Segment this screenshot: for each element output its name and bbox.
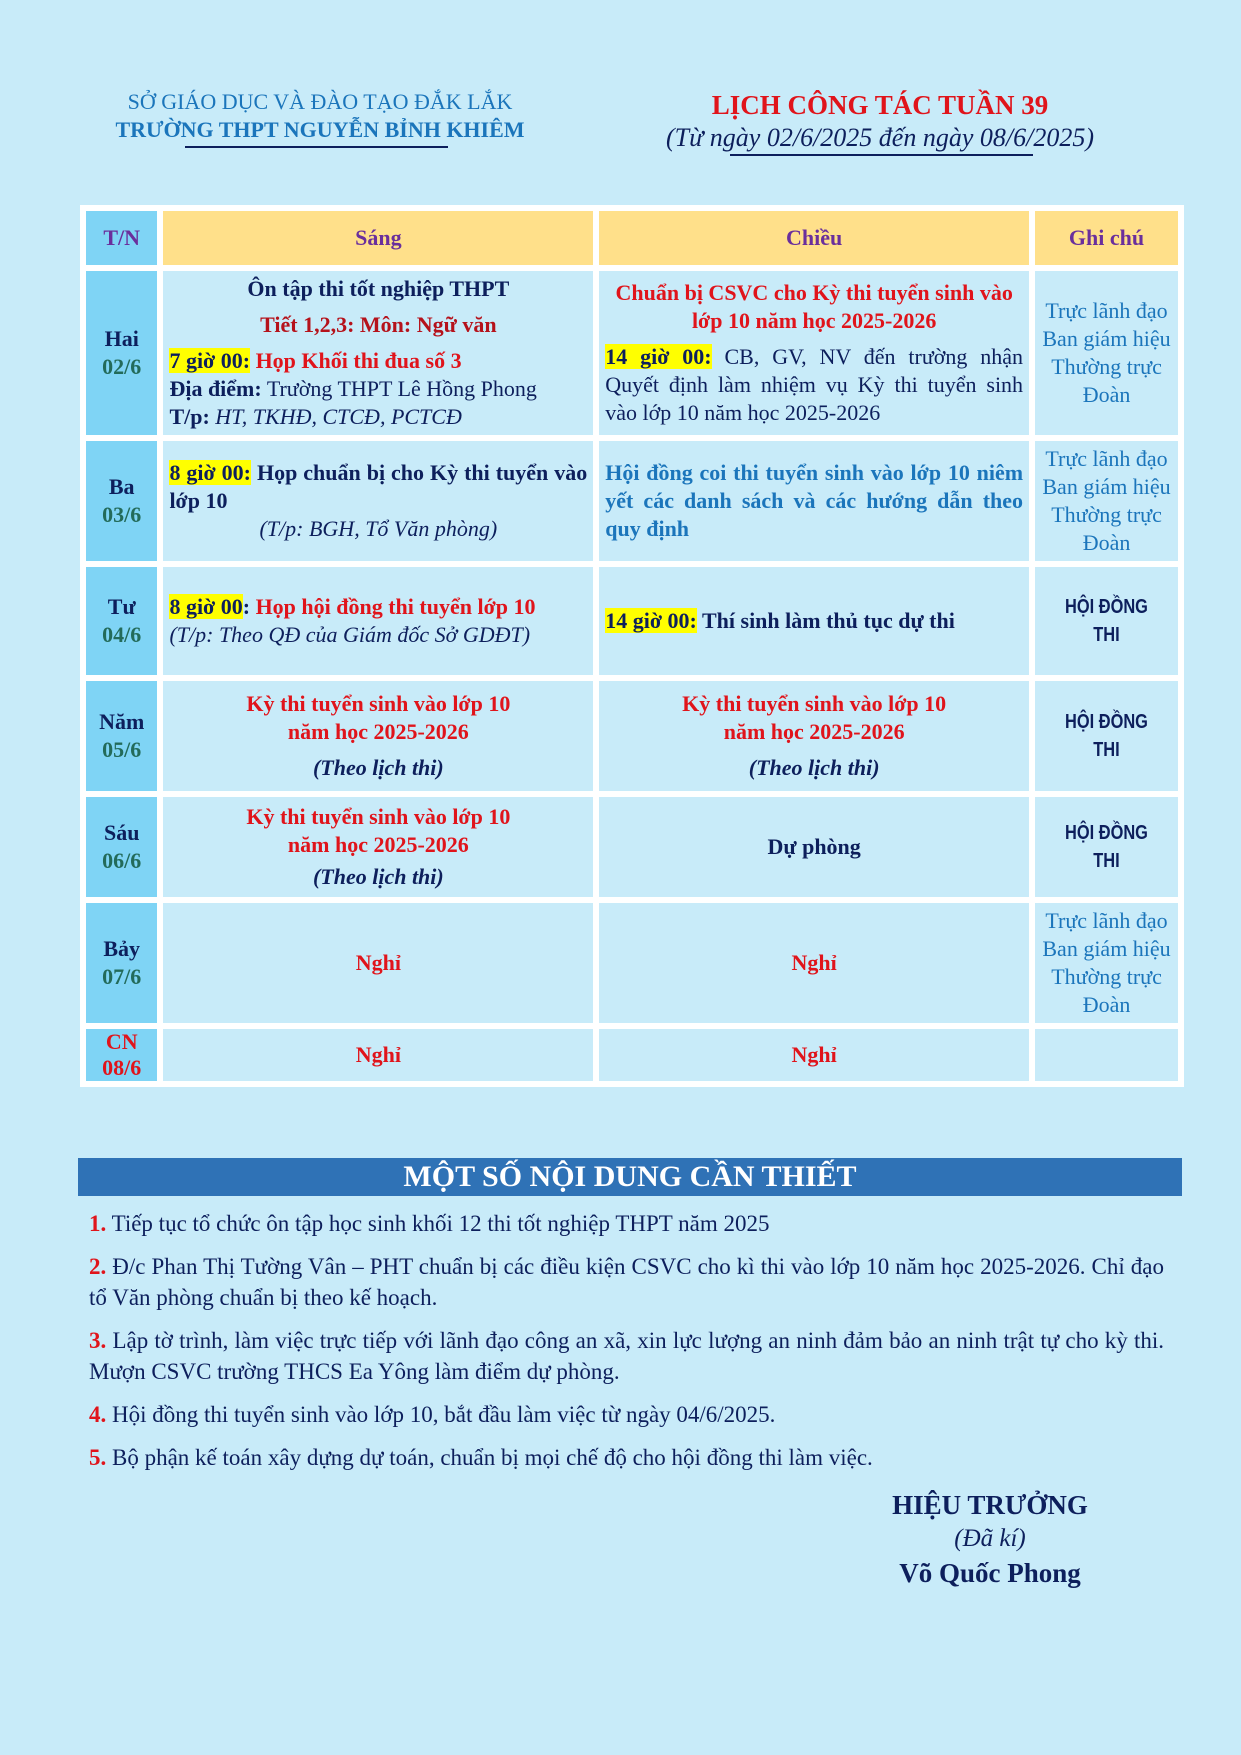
participants-text: (T/p: Theo QĐ của Giám đốc Sở GDĐT) bbox=[169, 622, 531, 647]
section-banner: MỘT SỐ NỘI DUNG CẦN THIẾT bbox=[78, 1158, 1182, 1196]
note-text: HỘI ĐỒNG THI bbox=[1065, 711, 1148, 761]
afternoon-line: Chuẩn bị CSVC cho Kỳ thi tuyển sinh vào lớp 10 năm học 2025-2026 bbox=[615, 280, 1013, 333]
day-date: 04/6 bbox=[102, 622, 142, 647]
notes-list bbox=[89, 1208, 1164, 1485]
signer-name: Võ Quốc Phong bbox=[899, 1558, 1081, 1588]
time-highlight: 14 giờ 00: bbox=[605, 608, 697, 633]
note-line: Thường trực Đoàn bbox=[1051, 354, 1162, 407]
day-date: 06/6 bbox=[102, 848, 142, 873]
participants-label: T/p: bbox=[169, 404, 210, 429]
item-text: Đ/c Phan Thị Tường Vân – PHT chuẩn bị các điều kiện CSVC cho kì thi vào lớp 10 năm học 2025-2026. Chỉ đạo tổ Văn phòng chuẩn bị theo kế hoạch. bbox=[89, 1254, 1164, 1310]
item-number: 3. bbox=[89, 1328, 107, 1353]
time-highlight: 14 giờ 00: bbox=[605, 344, 712, 369]
day-name: Ba bbox=[108, 474, 135, 499]
participants-text: (T/p: BGH, Tổ Văn phòng) bbox=[259, 516, 498, 541]
morning-event bbox=[169, 347, 587, 375]
signature-block bbox=[830, 1488, 1150, 1590]
participants-text: HT, TKHĐ, CTCĐ, PCTCĐ bbox=[215, 404, 462, 429]
afternoon-cell bbox=[599, 567, 1029, 675]
list-item bbox=[89, 1325, 1164, 1387]
morning-line: Kỳ thi tuyển sinh vào lớp 10 bbox=[246, 691, 511, 716]
title-block bbox=[590, 88, 1170, 154]
note-line: Ban giám hiệu bbox=[1042, 936, 1171, 961]
list-item bbox=[89, 1442, 1164, 1473]
time-highlight: 8 giờ 00: bbox=[169, 460, 251, 485]
issuer-block bbox=[80, 88, 560, 144]
schedule-table bbox=[80, 205, 1184, 1087]
note-text: HỘI ĐỒNG THI bbox=[1065, 822, 1148, 872]
col-header-day: T/N bbox=[86, 211, 157, 265]
day-date: 08/6 bbox=[102, 1055, 142, 1080]
table-row-wednesday bbox=[86, 567, 1178, 675]
morning-event bbox=[169, 593, 587, 621]
afternoon-cell: Dự phòng bbox=[599, 797, 1029, 897]
event-text: Họp hội đồng thi tuyển lớp 10 bbox=[255, 594, 536, 619]
school-underline bbox=[185, 146, 448, 148]
day-cell bbox=[86, 1029, 157, 1081]
note-line: Ban giám hiệu bbox=[1042, 474, 1171, 499]
list-item bbox=[89, 1208, 1164, 1239]
afternoon-event bbox=[605, 343, 1023, 427]
day-date: 07/6 bbox=[102, 964, 142, 989]
note-cell bbox=[1035, 1029, 1178, 1081]
note-line: Trực lãnh đạo bbox=[1045, 298, 1168, 323]
morning-line: năm học 2025-2026 bbox=[287, 832, 469, 857]
note-text: HỘI ĐỒNG THI bbox=[1065, 596, 1148, 646]
day-cell bbox=[86, 441, 157, 561]
morning-line: năm học 2025-2026 bbox=[287, 719, 469, 744]
signed-mark: (Đã kí) bbox=[954, 1525, 1026, 1552]
morning-event bbox=[169, 459, 587, 515]
event-text: Họp Khối thi đua số 3 bbox=[255, 348, 462, 373]
date-underline bbox=[730, 154, 1033, 156]
table-row-saturday bbox=[86, 903, 1178, 1023]
afternoon-cell bbox=[599, 681, 1029, 791]
afternoon-cell: Nghỉ bbox=[599, 903, 1029, 1023]
item-text: Lập tờ trình, làm việc trực tiếp với lãnh đạo công an xã, xin lực lượng an ninh đảm bảo an ninh trật tự cho kỳ thi. Mượn CSVC trường THCS Ea Yông làm điểm dự phòng. bbox=[89, 1328, 1165, 1384]
note-cell bbox=[1035, 681, 1178, 791]
list-item bbox=[89, 1251, 1164, 1313]
item-number: 4. bbox=[89, 1402, 107, 1427]
note-cell bbox=[1035, 903, 1178, 1023]
note-cell bbox=[1035, 797, 1178, 897]
morning-cell bbox=[163, 441, 593, 561]
location-label: Địa điểm: bbox=[169, 376, 262, 401]
note-cell bbox=[1035, 567, 1178, 675]
event-text: Thí sinh làm thủ tục dự thi bbox=[701, 608, 955, 633]
table-row-thursday bbox=[86, 681, 1178, 791]
afternoon-event bbox=[605, 607, 1023, 635]
table-row-sunday bbox=[86, 1029, 1178, 1081]
afternoon-event: Hội đồng coi thi tuyển sinh vào lớp 10 niêm yết các danh sách và các hướng dẫn theo quy định bbox=[605, 460, 1024, 541]
afternoon-cell bbox=[599, 271, 1029, 435]
afternoon-line: (Theo lịch thi) bbox=[748, 755, 880, 780]
morning-participants bbox=[169, 403, 587, 431]
morning-location bbox=[169, 375, 587, 403]
list-item bbox=[89, 1399, 1164, 1430]
morning-cell bbox=[163, 271, 593, 435]
item-number: 5. bbox=[89, 1445, 107, 1470]
afternoon-cell: Nghỉ bbox=[599, 1029, 1029, 1081]
item-text: Bộ phận kế toán xây dựng dự toán, chuẩn bị mọi chế độ cho hội đồng thi làm việc. bbox=[112, 1445, 873, 1470]
note-line: Trực lãnh đạo bbox=[1045, 908, 1168, 933]
morning-line: (Theo lịch thi) bbox=[312, 755, 444, 780]
item-text: Tiếp tục tổ chức ôn tập học sinh khối 12 thi tốt nghiệp THPT năm 2025 bbox=[111, 1211, 770, 1236]
signer-role: HIỆU TRƯỞNG bbox=[892, 1490, 1088, 1520]
morning-line: (Theo lịch thi) bbox=[312, 864, 444, 889]
day-name: Hai bbox=[104, 326, 139, 351]
day-name: Sáu bbox=[103, 820, 140, 845]
day-date: 02/6 bbox=[102, 354, 142, 379]
time-colon: : bbox=[242, 594, 251, 619]
morning-line: Tiết 1,2,3: Môn: Ngữ văn bbox=[260, 312, 497, 337]
morning-cell: Nghỉ bbox=[163, 903, 593, 1023]
morning-cell bbox=[163, 681, 593, 791]
day-cell bbox=[86, 567, 157, 675]
event-text: Họp chuẩn bị cho Kỳ thi tuyển vào lớp 10 bbox=[169, 460, 588, 513]
table-row-monday bbox=[86, 271, 1178, 435]
location-text: Trường THPT Lê Hồng Phong bbox=[266, 376, 537, 401]
time-highlight: 7 giờ 00: bbox=[169, 348, 251, 373]
col-header-morning: Sáng bbox=[163, 211, 593, 265]
table-row-tuesday bbox=[86, 441, 1178, 561]
morning-cell bbox=[163, 567, 593, 675]
note-cell bbox=[1035, 271, 1178, 435]
time-highlight: 8 giờ 00 bbox=[169, 594, 243, 619]
day-cell bbox=[86, 903, 157, 1023]
page-title: LỊCH CÔNG TÁC TUẦN 39 bbox=[711, 90, 1049, 120]
afternoon-line: Kỳ thi tuyển sinh vào lớp 10 bbox=[682, 691, 947, 716]
item-number: 1. bbox=[89, 1211, 107, 1236]
table-row-friday bbox=[86, 797, 1178, 897]
afternoon-cell bbox=[599, 441, 1029, 561]
day-name: Năm bbox=[99, 709, 145, 734]
day-date: 05/6 bbox=[102, 737, 142, 762]
morning-line: Kỳ thi tuyển sinh vào lớp 10 bbox=[246, 804, 511, 829]
note-cell bbox=[1035, 441, 1178, 561]
day-date: 03/6 bbox=[102, 502, 142, 527]
item-number: 2. bbox=[89, 1254, 107, 1279]
item-text: Hội đồng thi tuyển sinh vào lớp 10, bắt đầu làm việc từ ngày 04/6/2025. bbox=[112, 1402, 776, 1427]
note-line: Thường trực Đoàn bbox=[1051, 502, 1162, 555]
day-cell bbox=[86, 271, 157, 435]
day-cell bbox=[86, 681, 157, 791]
event-text: CB, GV, NV đến trường nhận Quyết định làm nhiệm vụ Kỳ thi tuyển sinh vào lớp 10 năm học 2025-2026 bbox=[605, 344, 1024, 425]
afternoon-line: năm học 2025-2026 bbox=[723, 719, 905, 744]
day-cell bbox=[86, 797, 157, 897]
col-header-notes: Ghi chú bbox=[1035, 211, 1178, 265]
note-line: Thường trực Đoàn bbox=[1051, 964, 1162, 1017]
day-name: CN bbox=[105, 1029, 138, 1054]
table-header-row bbox=[86, 211, 1178, 265]
col-header-afternoon: Chiều bbox=[599, 211, 1029, 265]
school-name: TRƯỜNG THPT NGUYỄN BỈNH KHIÊM bbox=[115, 117, 525, 142]
date-range: (Từ ngày 02/6/2025 đến ngày 08/6/2025) bbox=[666, 123, 1094, 152]
day-name: Bảy bbox=[103, 936, 141, 961]
department-name: SỞ GIÁO DỤC VÀ ĐÀO TẠO ĐẮK LẮK bbox=[127, 89, 513, 114]
note-line: Ban giám hiệu bbox=[1042, 326, 1171, 351]
day-name: Tư bbox=[107, 594, 136, 619]
morning-line: Ôn tập thi tốt nghiệp THPT bbox=[247, 276, 510, 301]
morning-cell bbox=[163, 797, 593, 897]
morning-cell: Nghỉ bbox=[163, 1029, 593, 1081]
note-line: Trực lãnh đạo bbox=[1045, 446, 1168, 471]
